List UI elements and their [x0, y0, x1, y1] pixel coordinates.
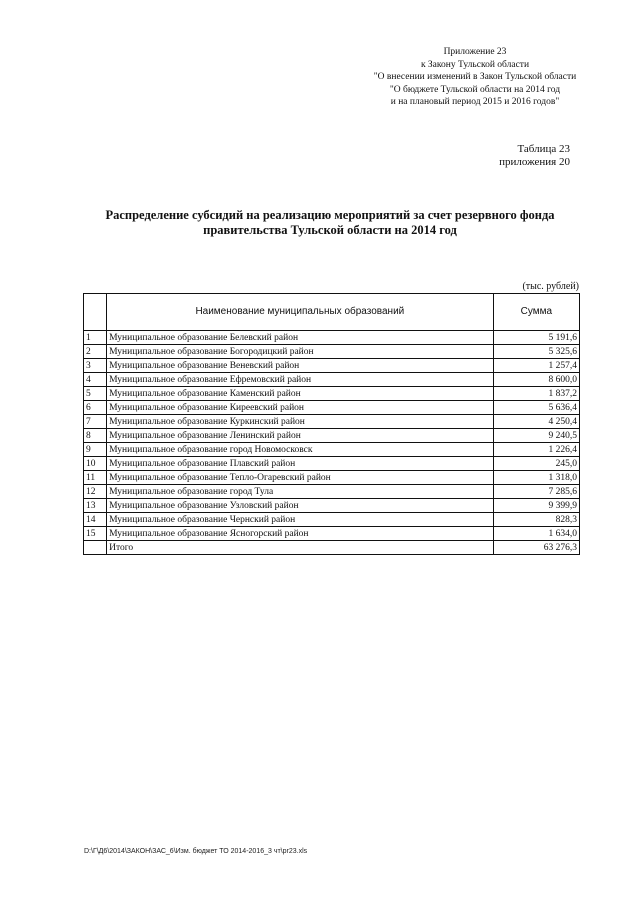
header-sum: Сумма: [493, 294, 579, 331]
row-sum: 9 399,9: [493, 499, 579, 513]
row-num: 8: [84, 429, 107, 443]
table-row: [84, 401, 580, 415]
title-line: Распределение субсидий на реализацию мероприятий за счет резервного фонда: [105, 208, 555, 222]
row-name: Муниципальное образование Ленинский район: [107, 429, 494, 443]
row-sum: 245,0: [493, 457, 579, 471]
row-num: 6: [84, 401, 107, 415]
row-name: Муниципальное образование Белевский район: [107, 331, 494, 345]
row-sum: 1 837,2: [493, 387, 579, 401]
row-sum: 9 240,5: [493, 429, 579, 443]
table-body: [84, 331, 580, 541]
table-row: [84, 373, 580, 387]
header-line: "О внесении изменений в Закон Тульской области: [373, 72, 577, 82]
subsidy-table: [83, 293, 580, 555]
table-ref-line: Таблица 23: [517, 143, 570, 155]
row-name: Муниципальное образование Куркинский район: [107, 415, 494, 429]
row-sum: 1 257,4: [493, 359, 579, 373]
table-row: [84, 415, 580, 429]
row-num: 5: [84, 387, 107, 401]
row-num: 9: [84, 443, 107, 457]
total-row: [84, 541, 580, 555]
row-num: 11: [84, 471, 107, 485]
total-label: Итого: [107, 541, 494, 555]
table-row: [84, 471, 580, 485]
row-num: 12: [84, 485, 107, 499]
row-name: Муниципальное образование город Тула: [107, 485, 494, 499]
file-path: D:\Г\Д6\2014\ЗАКОН\ЗАС_6\Изм. бюджет ТО 2014-2016_3 чт\pr23.xls: [84, 848, 308, 855]
table-row: [84, 387, 580, 401]
row-sum: 1 318,0: [493, 471, 579, 485]
header-name: Наименование муниципальных образований: [107, 294, 494, 331]
row-num: 13: [84, 499, 107, 513]
row-num: 1: [84, 331, 107, 345]
row-num: 15: [84, 527, 107, 541]
row-sum: 1 226,4: [493, 443, 579, 457]
row-sum: 4 250,4: [493, 415, 579, 429]
row-sum: 5 636,4: [493, 401, 579, 415]
table-header-row: [84, 294, 580, 331]
header-line: и на плановый период 2015 и 2016 годов": [390, 97, 560, 107]
header-num: [84, 294, 107, 331]
table-row: [84, 345, 580, 359]
row-sum: 5 325,6: [493, 345, 579, 359]
row-num: 4: [84, 373, 107, 387]
row-name: Муниципальное образование Каменский район: [107, 387, 494, 401]
row-sum: 1 634,0: [493, 527, 579, 541]
row-sum: 828,3: [493, 513, 579, 527]
total-sum: 63 276,3: [493, 541, 579, 555]
table-row: [84, 457, 580, 471]
row-name: Муниципальное образование Чернский район: [107, 513, 494, 527]
row-name: Муниципальное образование Ясногорский район: [107, 527, 494, 541]
row-name: Муниципальное образование Ефремовский район: [107, 373, 494, 387]
row-name: Муниципальное образование Веневский район: [107, 359, 494, 373]
row-name: Муниципальное образование город Новомосковск: [107, 443, 494, 457]
row-sum: 7 285,6: [493, 485, 579, 499]
table-row: [84, 331, 580, 345]
row-num: 3: [84, 359, 107, 373]
appendix-header: [355, 46, 595, 109]
row-name: Муниципальное образование Богородицкий район: [107, 345, 494, 359]
header-line: к Закону Тульской области: [420, 59, 530, 70]
header-line: "О бюджете Тульской области на 2014 год: [389, 84, 561, 95]
total-num: [84, 541, 107, 555]
document-title: [60, 208, 600, 238]
header-line: Приложение 23: [443, 47, 507, 57]
row-name: Муниципальное образование Киреевский район: [107, 401, 494, 415]
row-num: 14: [84, 513, 107, 527]
row-sum: 8 600,0: [493, 373, 579, 387]
table-row: [84, 499, 580, 513]
table-row: [84, 485, 580, 499]
table-row: [84, 513, 580, 527]
title-line: правительства Тульской области на 2014 год: [203, 223, 457, 237]
row-name: Муниципальное образование Плавский район: [107, 457, 494, 471]
row-name: Муниципальное образование Узловский район: [107, 499, 494, 513]
row-num: 2: [84, 345, 107, 359]
units-label: (тыс. рублей): [522, 281, 579, 292]
row-sum: 5 191,6: [493, 331, 579, 345]
row-name: Муниципальное образование Тепло-Огаревский район: [107, 471, 494, 485]
table-row: [84, 429, 580, 443]
table-ref-line: приложения 20: [499, 156, 570, 168]
table-row: [84, 443, 580, 457]
table-reference: [499, 143, 570, 169]
row-num: 10: [84, 457, 107, 471]
table-row: [84, 359, 580, 373]
row-num: 7: [84, 415, 107, 429]
table-row: [84, 527, 580, 541]
